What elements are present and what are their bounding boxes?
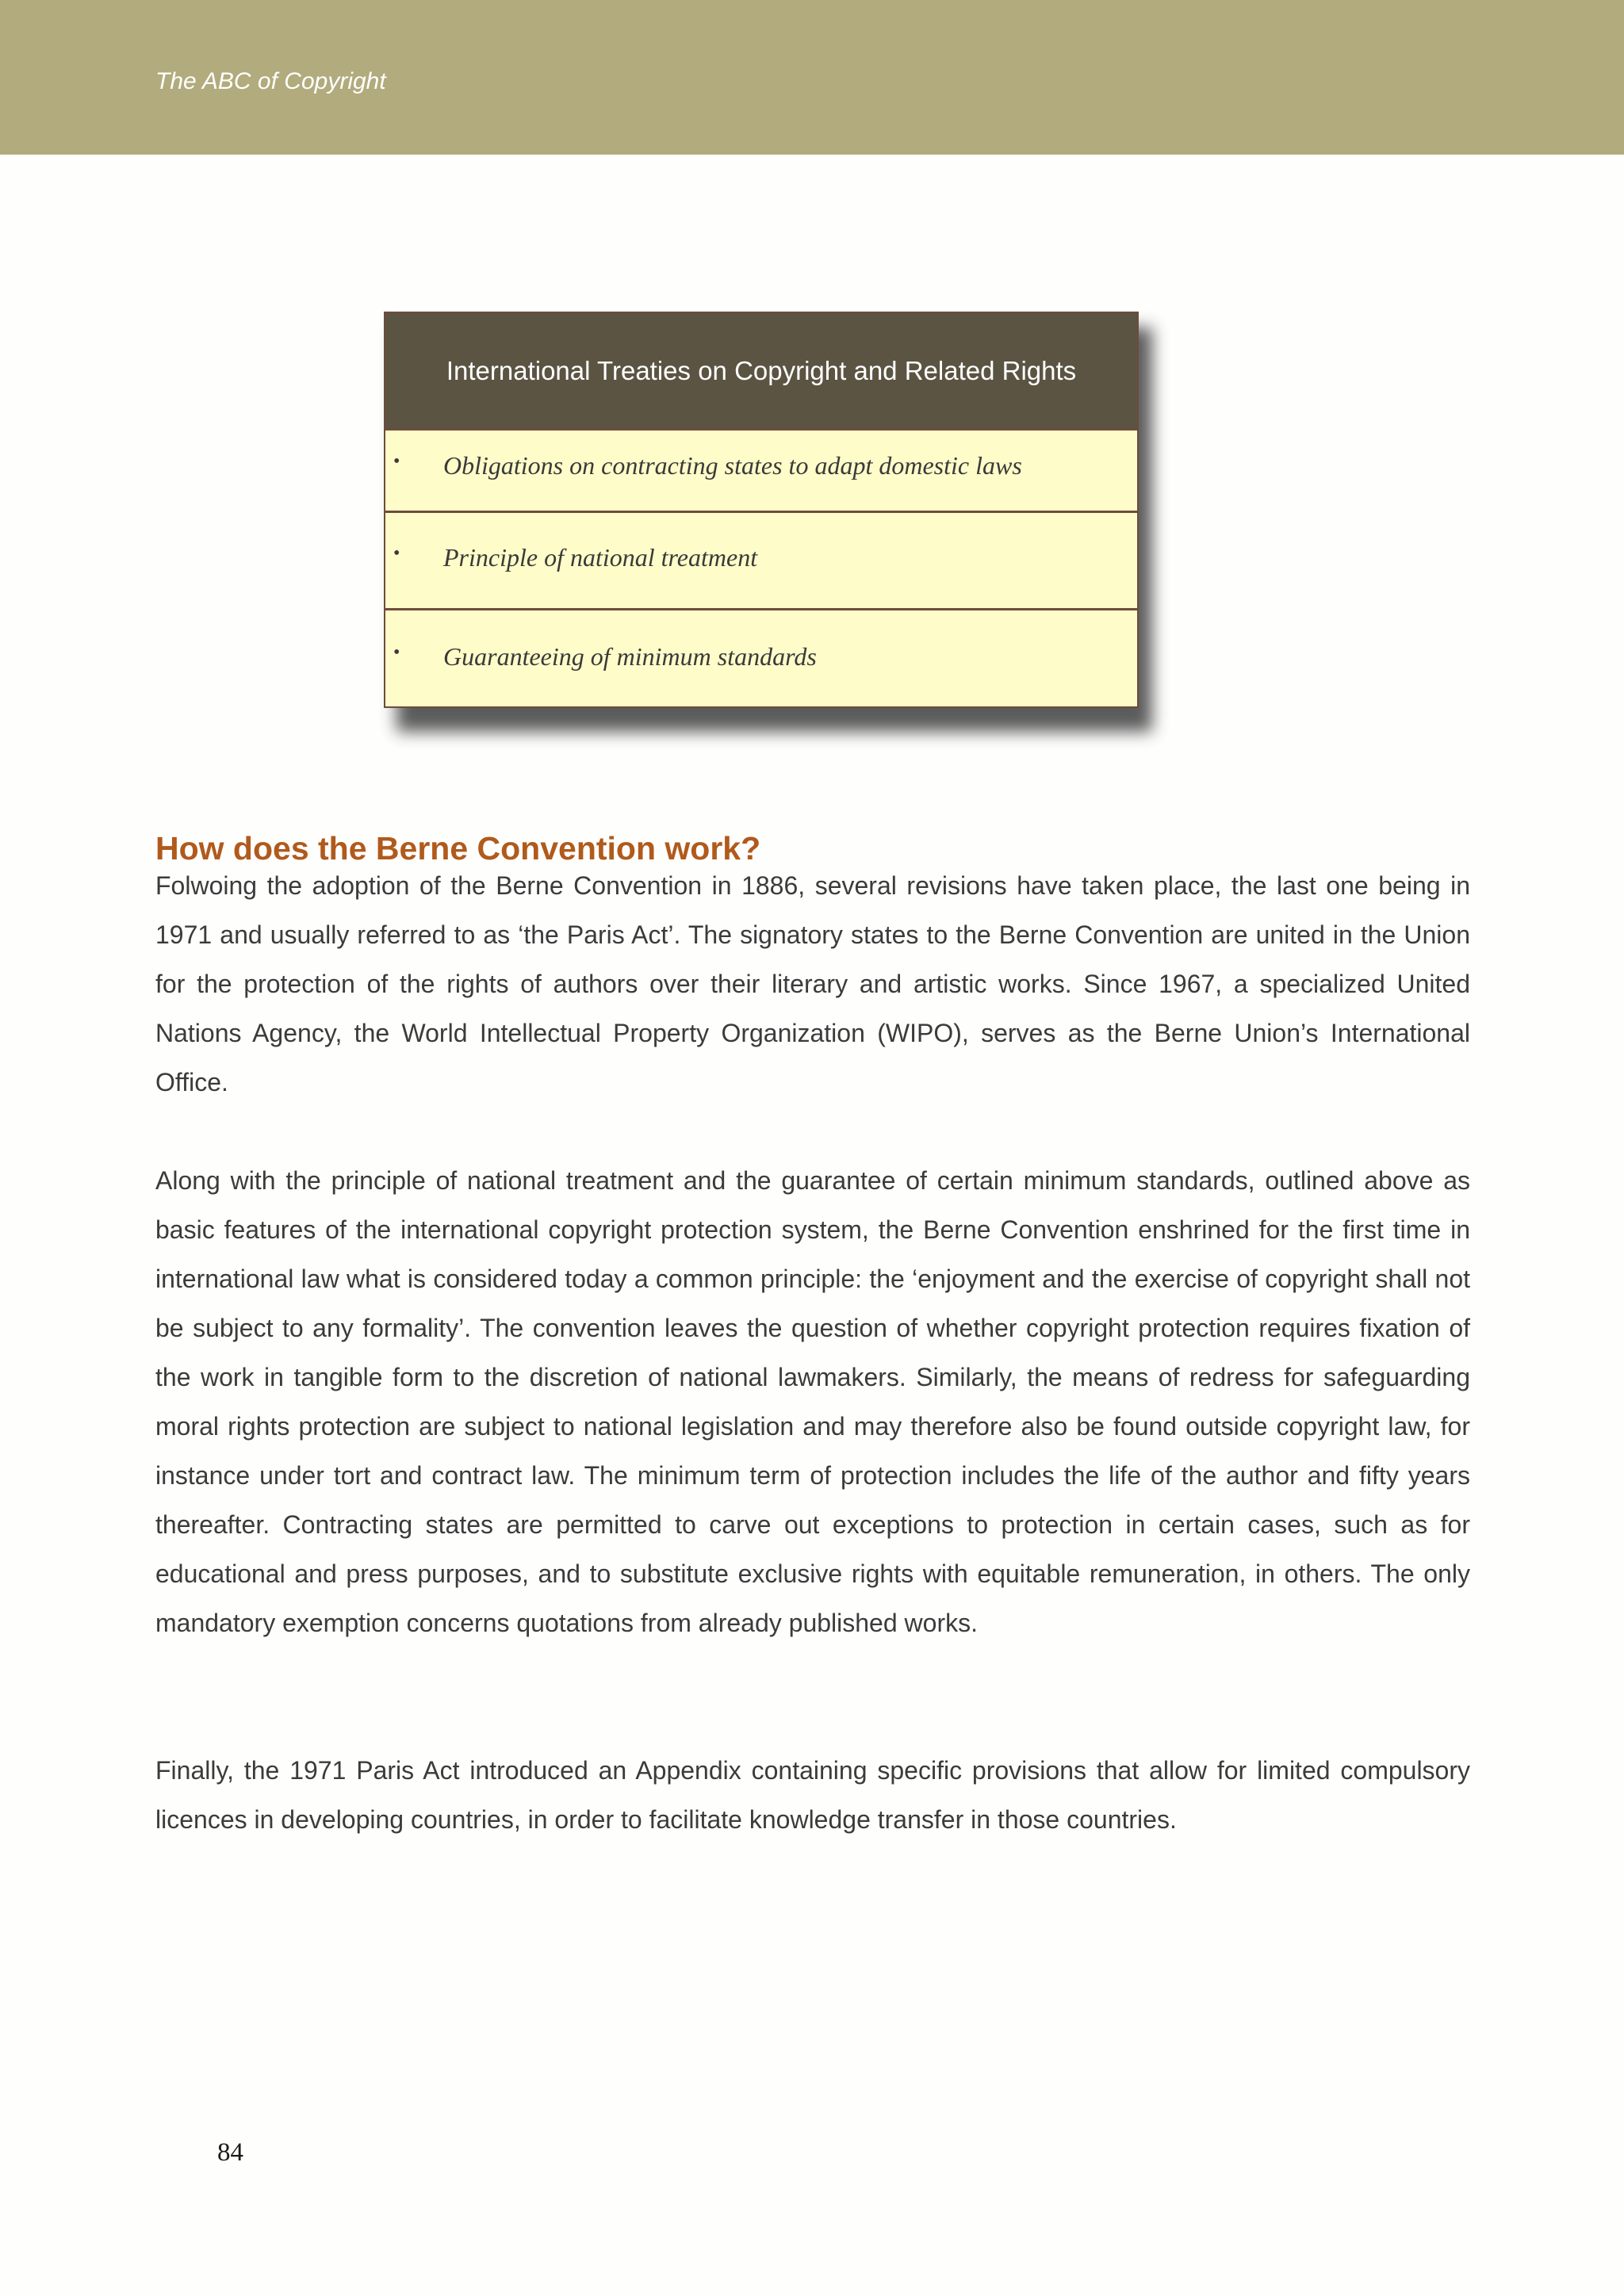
bullet-icon: •	[393, 642, 400, 663]
bullet-icon: •	[393, 543, 400, 564]
page-number: 84	[217, 2138, 243, 2167]
section-heading: How does the Berne Convention work?	[155, 830, 761, 867]
body-paragraph: Along with the principle of national treatment and the guarantee of certain minimum standards, outlined above as basic features of the international copyright protection system, the Berne Convention enshrined for the first time in international law what is considered today a common principle: the ‘enjoyment and the exercise of copyright shall not be subject to any formality’. The convention leaves the question of whether copyright protection requires fixation of the work in tangible form to the discretion of national lawmakers. Similarly, the means of redress for safeguarding moral rights protection are subject to national legislation and may therefore also be found outside copyright law, for instance under tort and contract law. The minimum term of protection includes the life of the author and fifty years thereafter. Contracting states are permitted to carve out exceptions to protection in certain cases, such as for educational and press purposes, and to substitute exclusive rights with equitable remuneration, in others. The only mandatory exemption concerns quotations from already published works.	[155, 1166, 1470, 1637]
header-band	[0, 0, 1624, 155]
body-paragraph: Folwoing the adoption of the Berne Convention in 1886, several revisions have taken place, the last one being in 1971 and usually referred to as ‘the Paris Act’. The signatory states to the Berne Convention are united in the Union for the protection of the rights of authors over their literary and artistic works. Since 1967, a specialized United Nations Agency, the World Intellectual Property Organization (WIPO), serves as the Berne Union’s International Office.	[155, 871, 1470, 1096]
running-title: The ABC of Copyright	[155, 68, 386, 94]
treaty-box-title: International Treaties on Copyright and Related Rights	[385, 313, 1137, 428]
treaty-box-item	[385, 608, 1137, 706]
treaty-item-text: Guaranteeing of minimum standards	[443, 642, 817, 671]
treaty-box-item	[385, 428, 1137, 511]
body-paragraph: Finally, the 1971 Paris Act introduced an Appendix containing specific provisions that allow for limited compulsory licences in developing countries, in order to facilitate knowledge transfer in those countries.	[155, 1756, 1470, 1834]
treaty-box	[384, 312, 1139, 708]
bullet-icon: •	[393, 451, 400, 472]
treaty-item-text: Principle of national treatment	[443, 543, 758, 572]
treaty-box-item	[385, 511, 1137, 608]
treaty-item-text: Obligations on contracting states to adapt domestic laws	[443, 451, 1022, 480]
